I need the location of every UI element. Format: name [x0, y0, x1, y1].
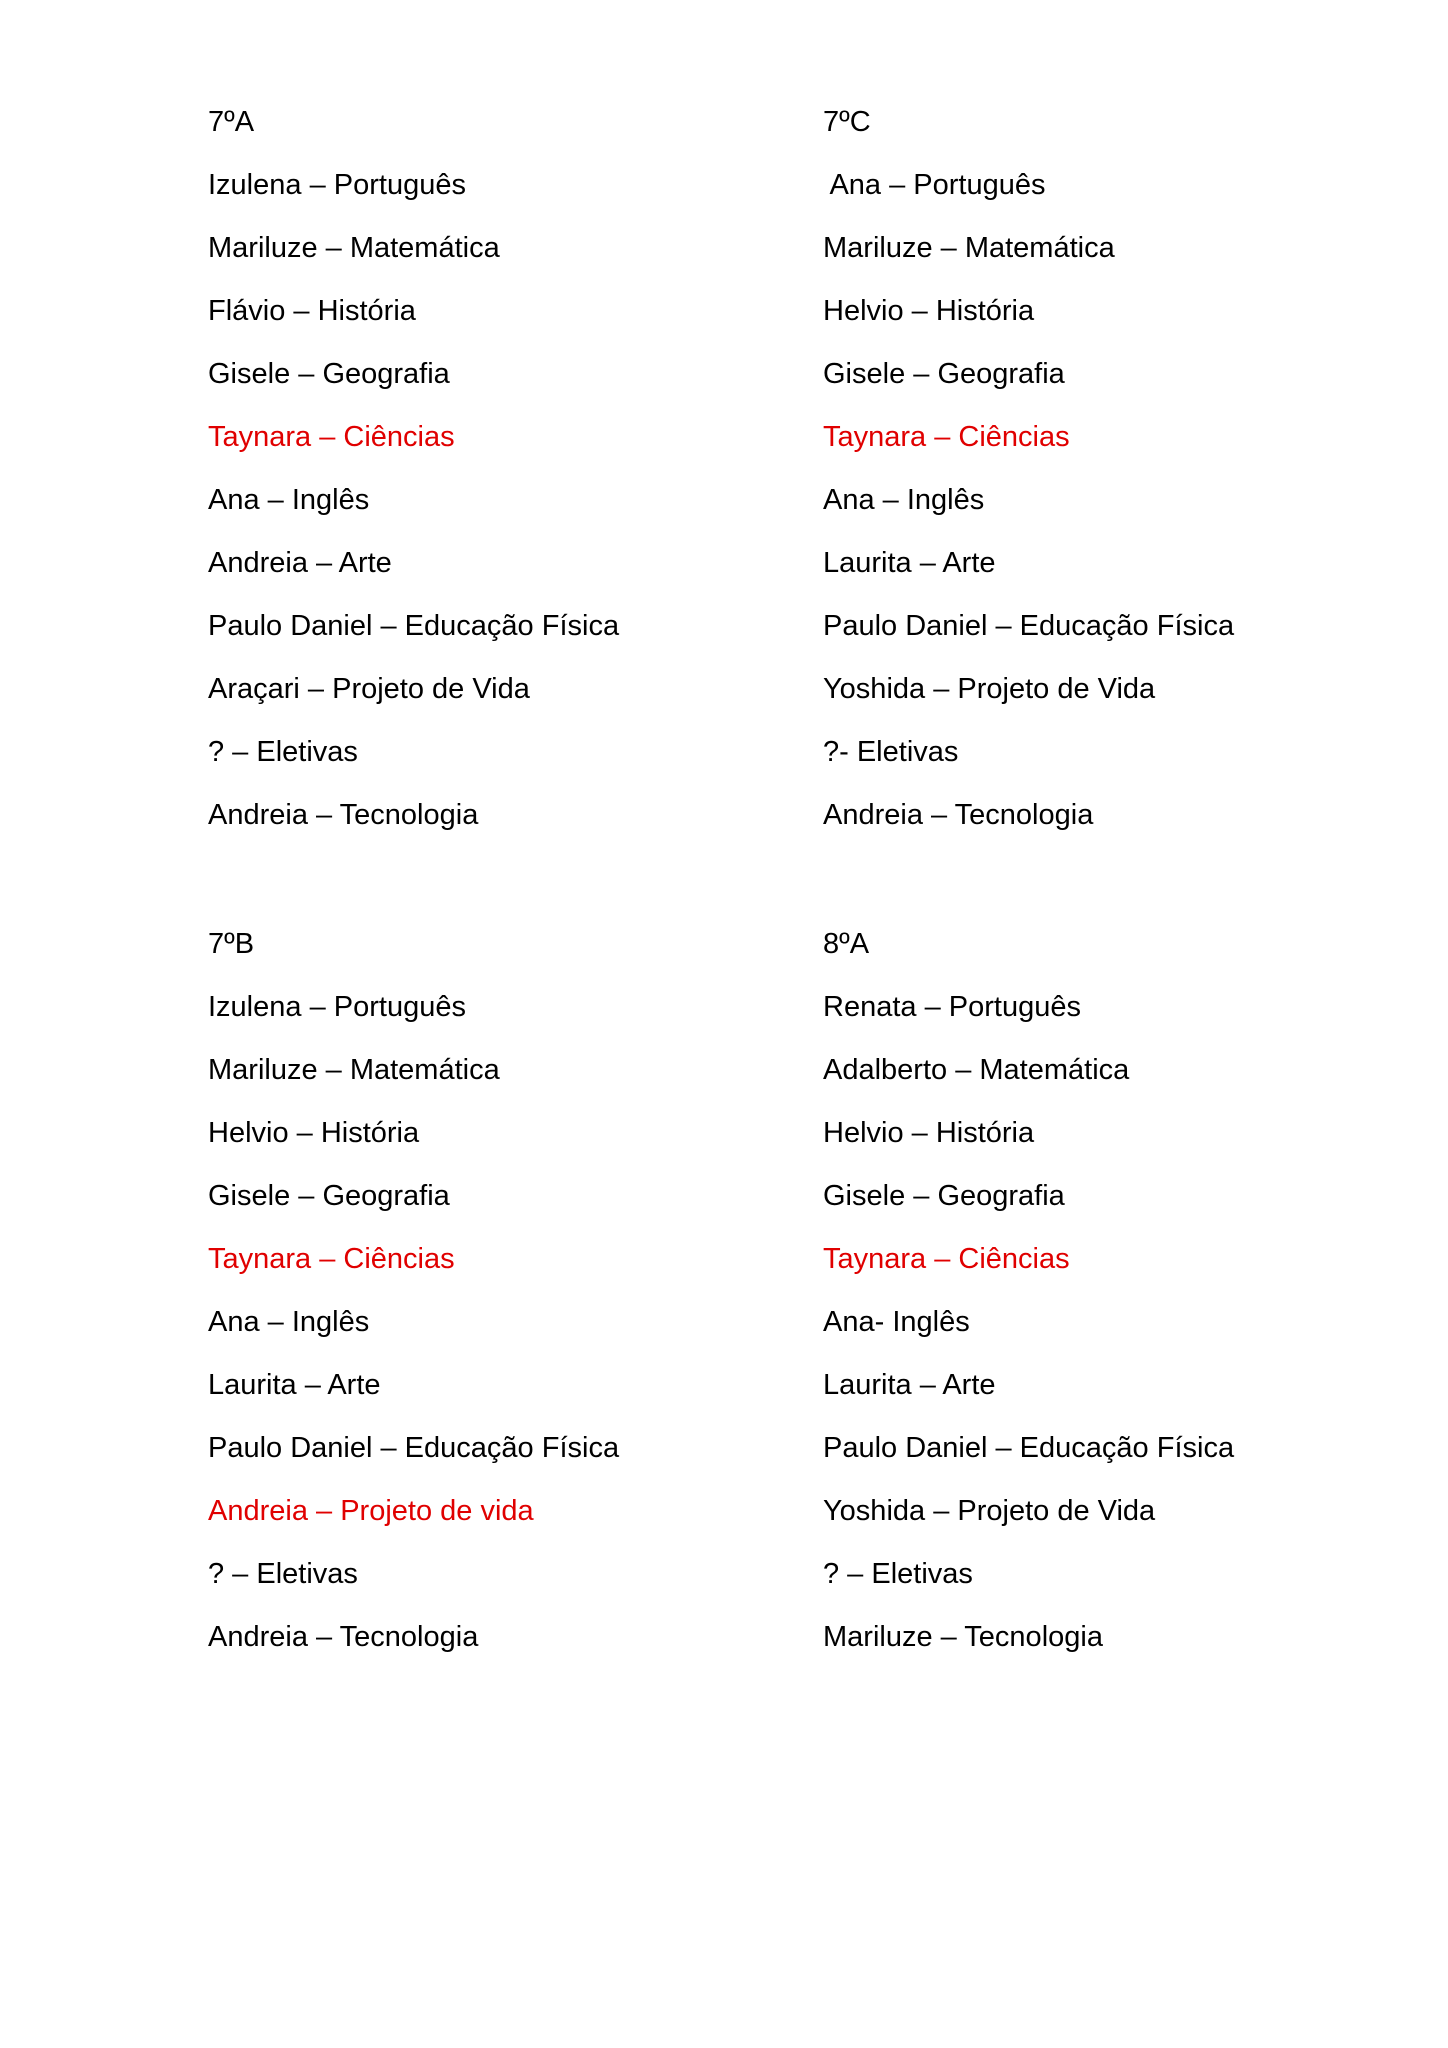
class-title: 7ºB — [208, 928, 255, 960]
teacher-line: ? – Eletivas — [823, 1558, 973, 1590]
class-block-8a — [823, 924, 1383, 1680]
teacher-line: Mariluze – Matemática — [208, 1054, 500, 1086]
teacher-line: ? – Eletivas — [208, 736, 358, 768]
teacher-line: Andreia – Tecnologia — [208, 799, 479, 831]
teacher-line: Adalberto – Matemática — [823, 1054, 1130, 1086]
teacher-line: Yoshida – Projeto de Vida — [823, 1495, 1156, 1527]
class-block-7b — [208, 924, 768, 1680]
teacher-line: Andreia – Projeto de vida — [208, 1495, 534, 1527]
teacher-line: Laurita – Arte — [208, 1369, 381, 1401]
class-block-7c — [823, 102, 1383, 858]
class-block-7a — [208, 102, 768, 858]
teacher-line: Taynara – Ciências — [823, 1243, 1070, 1275]
teacher-line: Renata – Português — [823, 991, 1081, 1023]
class-title: 7ºA — [208, 106, 255, 138]
teacher-line: Araçari – Projeto de Vida — [208, 673, 530, 705]
teacher-line: Gisele – Geografia — [208, 1180, 450, 1212]
teacher-line: Taynara – Ciências — [208, 421, 455, 453]
teacher-line: Taynara – Ciências — [823, 421, 1070, 453]
teacher-line: Laurita – Arte — [823, 547, 996, 579]
teacher-line: Yoshida – Projeto de Vida — [823, 673, 1156, 705]
class-title: 8ºA — [823, 928, 870, 960]
teacher-line: Laurita – Arte — [823, 1369, 996, 1401]
teacher-line: Helvio – História — [208, 1117, 420, 1149]
teacher-line: ? – Eletivas — [208, 1558, 358, 1590]
teacher-line: Izulena – Português — [208, 169, 466, 201]
teacher-line: Helvio – História — [823, 1117, 1035, 1149]
teacher-line: Andreia – Arte — [208, 547, 392, 579]
teacher-line: Ana – Inglês — [823, 484, 985, 516]
teacher-line: ?- Eletivas — [823, 736, 959, 768]
teacher-line: Ana – Inglês — [208, 1306, 370, 1338]
teacher-line: Paulo Daniel – Educação Física — [208, 1432, 620, 1464]
teacher-line: Ana- Inglês — [823, 1306, 970, 1338]
teacher-line: Flávio – História — [208, 295, 416, 327]
teacher-line: Paulo Daniel – Educação Física — [208, 610, 620, 642]
teacher-line: Taynara – Ciências — [208, 1243, 455, 1275]
teacher-line: Gisele – Geografia — [208, 358, 450, 390]
teacher-line: Mariluze – Tecnologia — [823, 1621, 1103, 1653]
teacher-line: Paulo Daniel – Educação Física — [823, 610, 1235, 642]
teacher-line: Gisele – Geografia — [823, 1180, 1065, 1212]
teacher-line: Helvio – História — [823, 295, 1035, 327]
teacher-line: Andreia – Tecnologia — [823, 799, 1094, 831]
class-title: 7ºC — [823, 106, 871, 138]
teacher-line: Andreia – Tecnologia — [208, 1621, 479, 1653]
teacher-line: Gisele – Geografia — [823, 358, 1065, 390]
teacher-line: Ana – Português — [823, 169, 1046, 201]
teacher-line: Mariluze – Matemática — [823, 232, 1115, 264]
teacher-line: Mariluze – Matemática — [208, 232, 500, 264]
teacher-line: Ana – Inglês — [208, 484, 370, 516]
teacher-line: Paulo Daniel – Educação Física — [823, 1432, 1235, 1464]
teacher-line: Izulena – Português — [208, 991, 466, 1023]
